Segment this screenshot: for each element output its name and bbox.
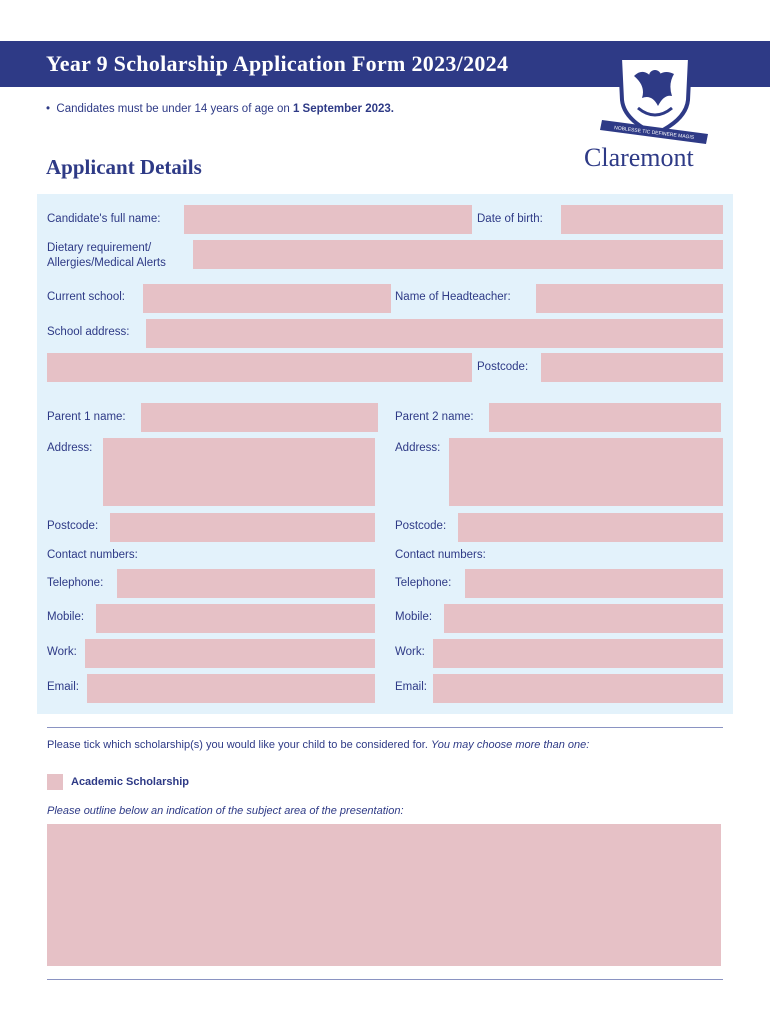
claremont-wordmark: Claremont — [584, 143, 694, 172]
parent1-work-label: Work: — [47, 646, 77, 658]
dob-field[interactable] — [561, 205, 723, 234]
parent2-address-field[interactable] — [449, 438, 723, 506]
form-title: Year 9 Scholarship Application Form 2023/2024 — [46, 51, 509, 76]
section-divider — [47, 727, 723, 728]
parent1-name-label: Parent 1 name: — [47, 411, 126, 423]
claremont-crest-logo — [598, 50, 712, 148]
parent2-mobile-label: Mobile: — [395, 611, 433, 623]
parent1-postcode-label: Postcode: — [47, 520, 99, 532]
parent1-contact-numbers-label: Contact numbers: — [47, 549, 138, 561]
academic-scholarship-label: Academic Scholarship — [71, 776, 189, 788]
bullet-icon: • — [46, 103, 57, 115]
parent2-telephone-field[interactable] — [465, 569, 723, 598]
dietary-label-line2: Allergies/Medical Alerts — [47, 257, 166, 269]
parent2-work-label: Work: — [395, 646, 425, 658]
parent2-postcode-field[interactable] — [458, 513, 723, 542]
current-school-label: Current school: — [47, 291, 125, 303]
parent1-address-field[interactable] — [103, 438, 375, 506]
dietary-field[interactable] — [193, 240, 723, 269]
parent2-postcode-label: Postcode: — [395, 520, 447, 532]
parent1-mobile-field[interactable] — [96, 604, 375, 633]
age-requirement-note: • Candidates must be under 14 years of age on 1 September 2023. — [46, 103, 394, 115]
parent2-telephone-label: Telephone: — [395, 577, 452, 589]
parent1-address-label: Address: — [47, 442, 93, 454]
school-address-label: School address: — [47, 326, 130, 338]
subject-outline-textarea[interactable] — [47, 824, 721, 966]
full-name-field[interactable] — [184, 205, 472, 234]
outline-prompt: Please outline below an indication of the subject area of the presentation: — [47, 805, 404, 817]
parent2-mobile-field[interactable] — [444, 604, 723, 633]
parent2-contact-numbers-label: Contact numbers: — [395, 549, 486, 561]
academic-scholarship-checkbox[interactable] — [47, 774, 63, 790]
parent1-work-field[interactable] — [85, 639, 375, 668]
school-postcode-field[interactable] — [541, 353, 723, 382]
parent1-postcode-field[interactable] — [110, 513, 375, 542]
school-address-line2-field[interactable] — [47, 353, 472, 382]
parent2-email-label: Email: — [395, 681, 427, 693]
parent1-telephone-label: Telephone: — [47, 577, 104, 589]
current-school-field[interactable] — [143, 284, 391, 313]
dietary-label-line1: Dietary requirement/ — [47, 242, 152, 254]
parent1-email-label: Email: — [47, 681, 79, 693]
bottom-divider — [47, 979, 723, 980]
parent1-email-field[interactable] — [87, 674, 375, 703]
headteacher-field[interactable] — [536, 284, 723, 313]
parent2-work-field[interactable] — [433, 639, 723, 668]
section-title: Applicant Details — [46, 155, 202, 179]
school-postcode-label: Postcode: — [477, 361, 529, 373]
headteacher-label: Name of Headteacher: — [395, 291, 511, 303]
parent1-mobile-label: Mobile: — [47, 611, 85, 623]
parent2-address-label: Address: — [395, 442, 441, 454]
parent1-telephone-field[interactable] — [117, 569, 375, 598]
svg-text:NOBLESSE TIC DEFINERE MAGIS: NOBLESSE TIC DEFINERE MAGIS — [613, 125, 695, 141]
parent2-name-field[interactable] — [489, 403, 721, 432]
parent1-name-field[interactable] — [141, 403, 378, 432]
parent2-email-field[interactable] — [433, 674, 723, 703]
school-address-field[interactable] — [146, 319, 723, 348]
full-name-label: Candidate's full name: — [47, 213, 161, 225]
parent2-name-label: Parent 2 name: — [395, 411, 474, 423]
dob-label: Date of birth: — [477, 213, 543, 225]
scholarship-instruction: Please tick which scholarship(s) you would like your child to be considered for. You may choose more than one: — [47, 739, 590, 751]
